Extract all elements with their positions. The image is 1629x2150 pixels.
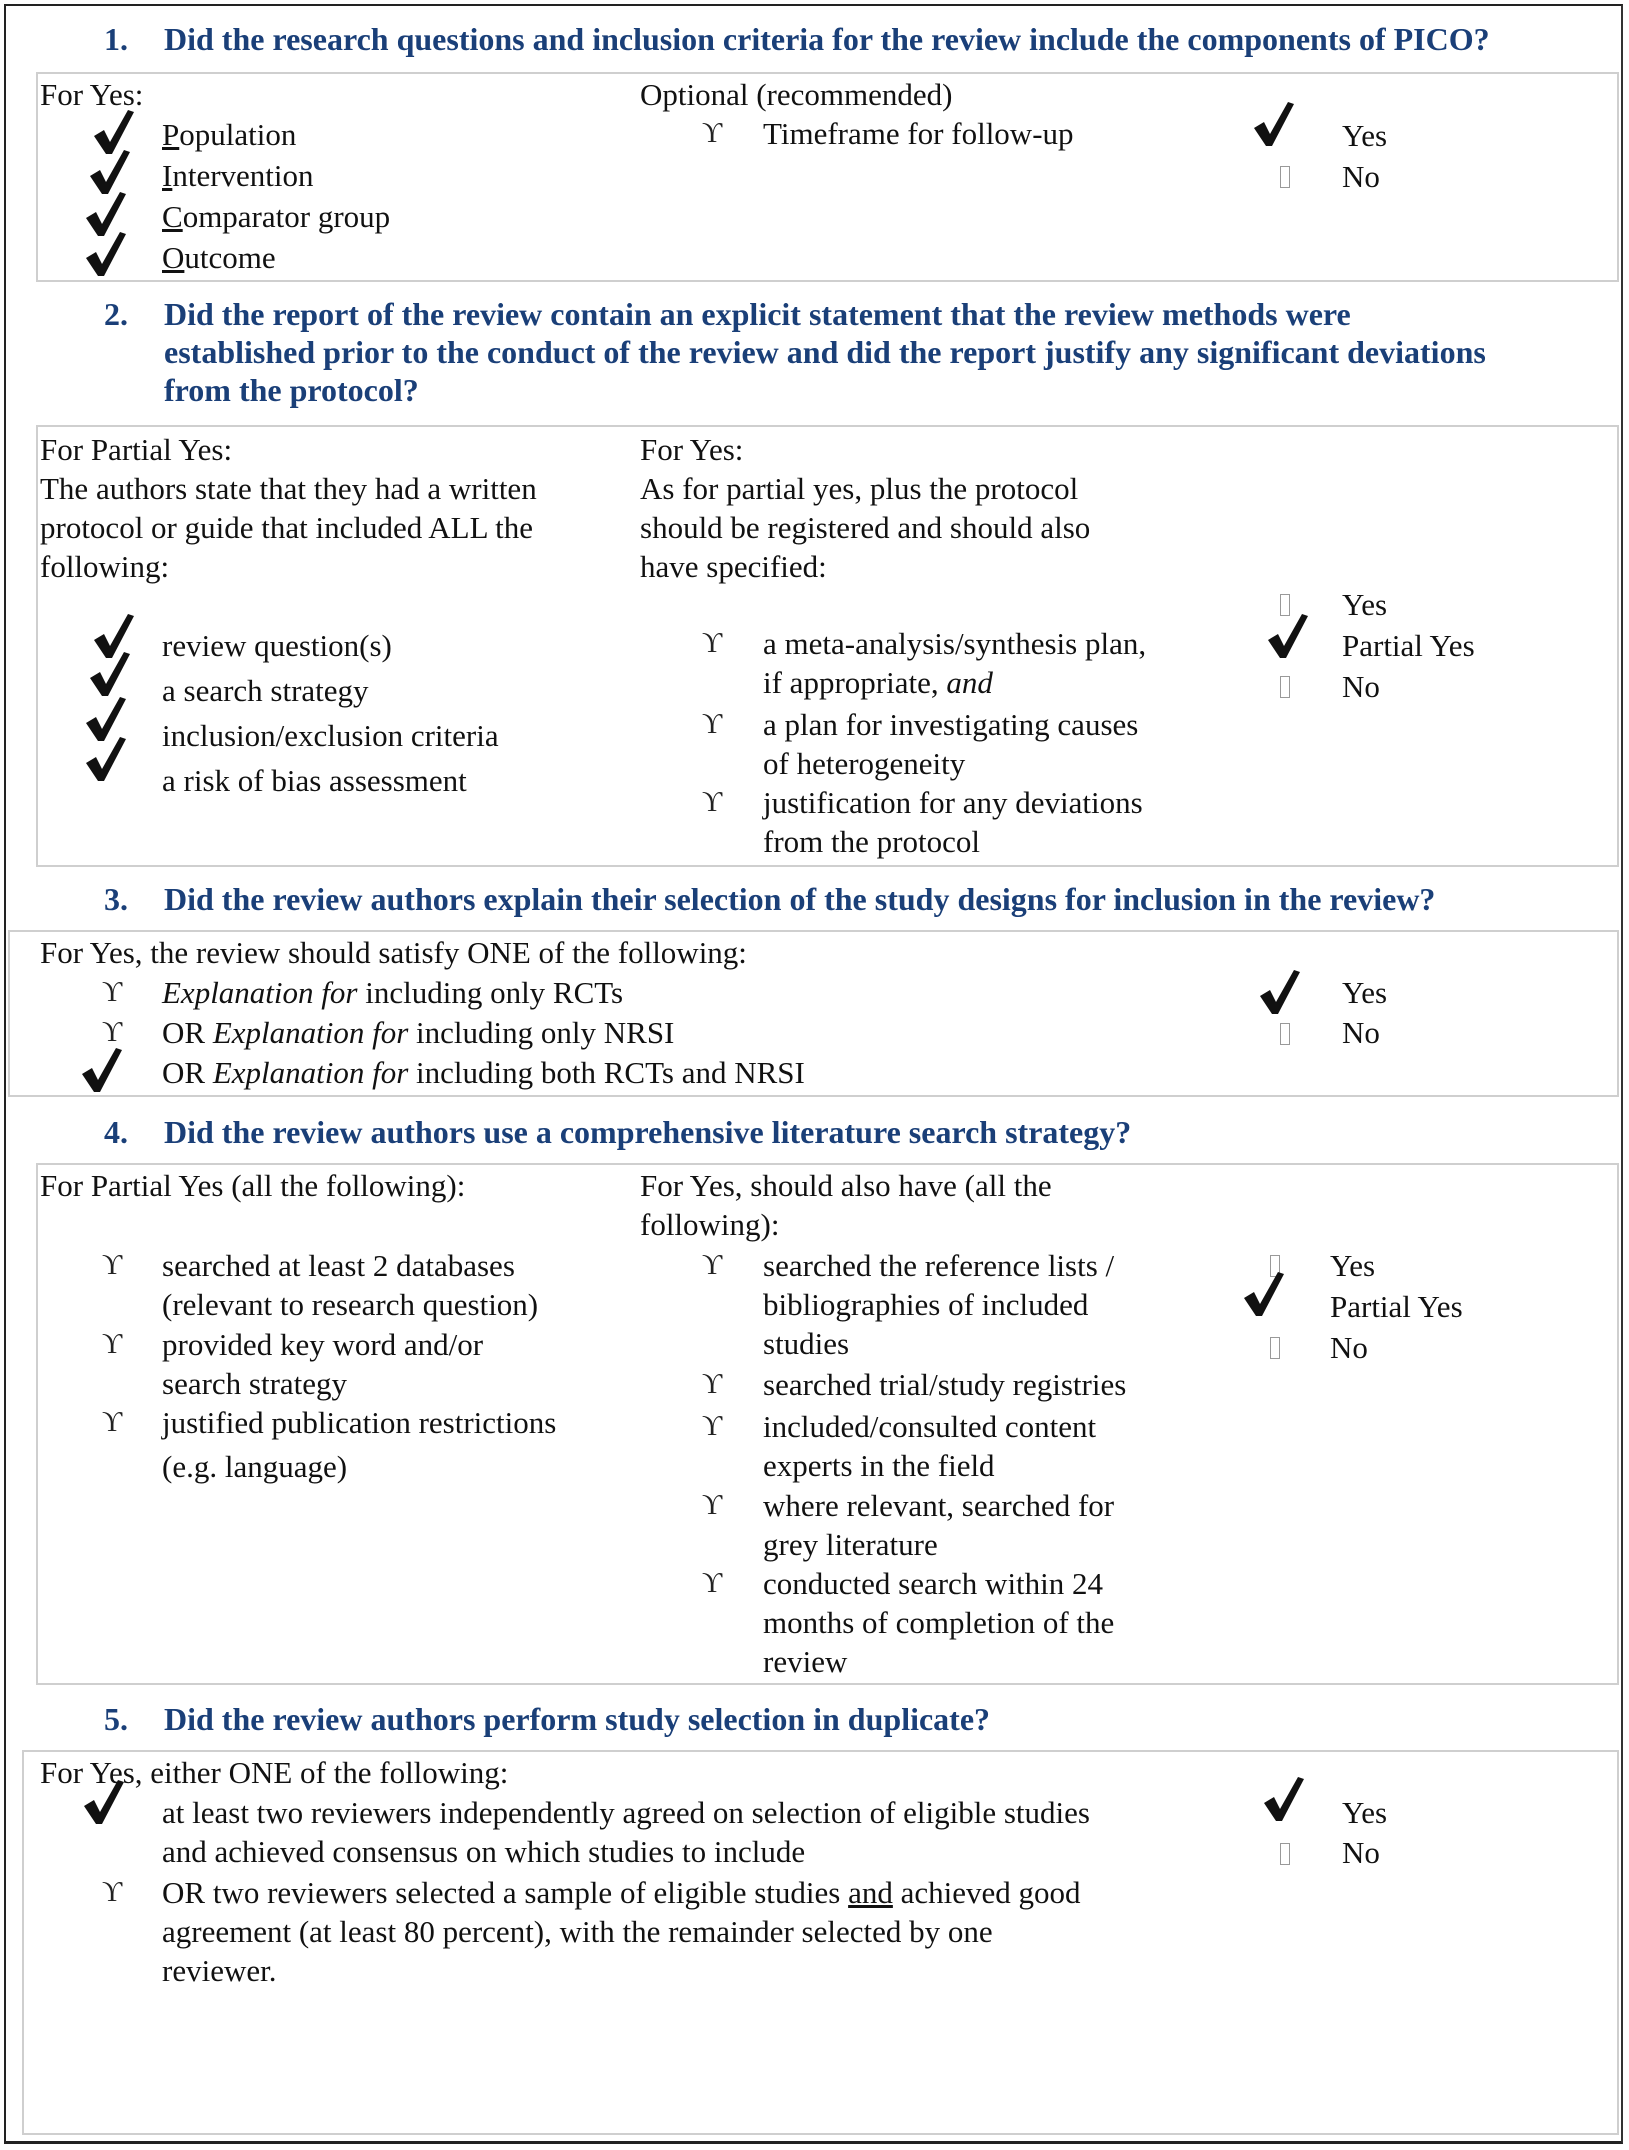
criterion-item: where relevant, searched for bbox=[763, 1488, 1115, 1523]
criterion-item: reviewer. bbox=[162, 1953, 277, 1988]
question-text: Did the report of the review contain an explicit statement that the review methods were established prior to the conduct of the review and did the report justify any significant deviations from the protocol? bbox=[164, 296, 1486, 408]
answer-yes[interactable]: Yes bbox=[1330, 1248, 1376, 1283]
criteria-heading: For Yes: bbox=[640, 432, 744, 467]
criterion-item: OR Explanation for including both RCTs and NRSI bbox=[162, 1055, 805, 1090]
criteria-intro: should be registered and should also bbox=[640, 510, 1091, 545]
check-icon bbox=[88, 650, 132, 698]
criterion-item: grey literature bbox=[763, 1527, 938, 1562]
criterion-item: bibliographies of included bbox=[763, 1287, 1089, 1322]
criteria-heading: For Yes, the review should satisfy ONE of the following: bbox=[40, 935, 747, 970]
answer-yes[interactable]: Yes bbox=[1342, 1795, 1388, 1830]
check-icon bbox=[84, 735, 128, 783]
check-icon[interactable] bbox=[1252, 100, 1296, 148]
criteria-heading: For Yes: bbox=[40, 77, 144, 112]
answer-no[interactable]: No bbox=[1330, 1330, 1368, 1365]
check-icon[interactable] bbox=[1266, 612, 1310, 660]
criterion-item: included/consulted content bbox=[763, 1409, 1097, 1444]
criteria-intro: The authors state that they had a written bbox=[40, 471, 537, 506]
bullet-icon: ϒ bbox=[702, 1568, 723, 1599]
criterion-item: justification for any deviations bbox=[763, 785, 1143, 820]
answer-partial-yes[interactable]: Partial Yes bbox=[1330, 1289, 1463, 1324]
optional-heading: Optional (recommended) bbox=[640, 77, 953, 112]
bullet-icon: ϒ bbox=[702, 709, 723, 740]
answer-yes[interactable]: Yes bbox=[1342, 587, 1388, 622]
criterion-item: conducted search within 24 bbox=[763, 1566, 1104, 1601]
check-icon[interactable] bbox=[1242, 1270, 1286, 1318]
check-icon[interactable] bbox=[1262, 1775, 1306, 1823]
criterion-item: search strategy bbox=[162, 1366, 348, 1401]
criterion-item: Population bbox=[162, 117, 297, 152]
bullet-icon: ϒ bbox=[102, 1877, 123, 1908]
check-icon bbox=[84, 230, 128, 278]
answer-no[interactable]: No bbox=[1342, 669, 1380, 704]
criteria-heading: following): bbox=[640, 1207, 780, 1242]
bullet-icon: ϒ bbox=[702, 118, 723, 149]
answer-no[interactable]: No bbox=[1342, 1015, 1380, 1050]
answer-no[interactable]: No bbox=[1342, 159, 1380, 194]
criteria-heading: For Partial Yes: bbox=[40, 432, 233, 467]
criterion-item: Intervention bbox=[162, 158, 314, 193]
empty-checkbox-icon[interactable] bbox=[1280, 1843, 1290, 1865]
criterion-item: searched the reference lists / bbox=[763, 1248, 1115, 1283]
empty-checkbox-icon[interactable] bbox=[1280, 1023, 1290, 1045]
criteria-intro: protocol or guide that included ALL the bbox=[40, 510, 534, 545]
criterion-item: Explanation for including only RCTs bbox=[162, 975, 624, 1010]
answer-yes[interactable]: Yes bbox=[1342, 975, 1388, 1010]
criterion-item: (e.g. language) bbox=[162, 1449, 348, 1484]
criterion-item: Outcome bbox=[162, 240, 276, 275]
bullet-icon: ϒ bbox=[702, 628, 723, 659]
criterion-item: OR Explanation for including only NRSI bbox=[162, 1015, 675, 1050]
check-icon[interactable] bbox=[1258, 968, 1302, 1016]
criterion-item: Timeframe for follow-up bbox=[763, 116, 1074, 151]
criterion-item: a meta-analysis/synthesis plan, bbox=[763, 626, 1147, 661]
criterion-item: provided key word and/or bbox=[162, 1327, 484, 1362]
criterion-item: searched at least 2 databases bbox=[162, 1248, 515, 1283]
question-number: 4. bbox=[104, 1114, 128, 1150]
criteria-heading: For Yes, should also have (all the bbox=[640, 1168, 1052, 1203]
question-text: Did the research questions and inclusion criteria for the review include the components of PICO? bbox=[164, 21, 1490, 57]
bullet-icon: ϒ bbox=[702, 1369, 723, 1400]
answer-partial-yes[interactable]: Partial Yes bbox=[1342, 628, 1475, 663]
criterion-item: of heterogeneity bbox=[763, 746, 966, 781]
bullet-icon: ϒ bbox=[102, 1329, 123, 1360]
criterion-item: studies bbox=[763, 1326, 850, 1361]
check-icon bbox=[82, 1778, 126, 1826]
criterion-item: if appropriate, and bbox=[763, 665, 993, 700]
bullet-icon: ϒ bbox=[702, 1411, 723, 1442]
criterion-item: months of completion of the bbox=[763, 1605, 1115, 1640]
bullet-icon: ϒ bbox=[102, 1017, 123, 1048]
criterion-item: a search strategy bbox=[162, 673, 369, 708]
criterion-item: review bbox=[763, 1644, 848, 1679]
check-icon bbox=[80, 1046, 124, 1094]
question-number: 2. bbox=[104, 296, 128, 332]
criterion-item: inclusion/exclusion criteria bbox=[162, 718, 499, 753]
criterion-item: experts in the field bbox=[763, 1448, 995, 1483]
criteria-intro: have specified: bbox=[640, 549, 827, 584]
criterion-item: from the protocol bbox=[763, 824, 980, 859]
question-number: 5. bbox=[104, 1701, 128, 1737]
criterion-item: a plan for investigating causes bbox=[763, 707, 1139, 742]
empty-checkbox-icon[interactable] bbox=[1270, 1337, 1280, 1359]
bullet-icon: ϒ bbox=[102, 1407, 123, 1438]
criterion-item: OR two reviewers selected a sample of eligible studies and achieved good bbox=[162, 1875, 1081, 1910]
question-text: Did the review authors use a comprehensive literature search strategy? bbox=[164, 1114, 1132, 1150]
criterion-item: searched trial/study registries bbox=[763, 1367, 1127, 1402]
bullet-icon: ϒ bbox=[102, 1250, 123, 1281]
question-text: Did the review authors explain their selection of the study designs for inclusion in the review? bbox=[164, 881, 1436, 917]
bullet-icon: ϒ bbox=[702, 1490, 723, 1521]
answer-yes[interactable]: Yes bbox=[1342, 118, 1388, 153]
criterion-item: a risk of bias assessment bbox=[162, 763, 467, 798]
question-number: 3. bbox=[104, 881, 128, 917]
check-icon bbox=[88, 148, 132, 196]
criterion-item: at least two reviewers independently agreed on selection of eligible studies bbox=[162, 1795, 1090, 1830]
criterion-item: justified publication restrictions bbox=[162, 1405, 557, 1440]
empty-checkbox-icon[interactable] bbox=[1280, 166, 1290, 188]
criteria-intro: As for partial yes, plus the protocol bbox=[640, 471, 1079, 506]
criteria-intro: following: bbox=[40, 549, 170, 584]
bullet-icon: ϒ bbox=[702, 787, 723, 818]
criterion-item: Comparator group bbox=[162, 199, 391, 234]
question-number: 1. bbox=[104, 21, 128, 57]
criteria-heading: For Partial Yes (all the following): bbox=[40, 1168, 466, 1203]
criterion-item: review question(s) bbox=[162, 628, 392, 663]
criterion-item: agreement (at least 80 percent), with the remainder selected by one bbox=[162, 1914, 993, 1949]
empty-checkbox-icon[interactable] bbox=[1280, 676, 1290, 698]
bullet-icon: ϒ bbox=[702, 1250, 723, 1281]
question-text: Did the review authors perform study selection in duplicate? bbox=[164, 1701, 991, 1737]
answer-no[interactable]: No bbox=[1342, 1835, 1380, 1870]
bullet-icon: ϒ bbox=[102, 977, 123, 1008]
criteria-heading: For Yes, either ONE of the following: bbox=[40, 1755, 509, 1790]
criterion-item: (relevant to research question) bbox=[162, 1287, 539, 1322]
criterion-item: and achieved consensus on which studies to include bbox=[162, 1834, 806, 1869]
